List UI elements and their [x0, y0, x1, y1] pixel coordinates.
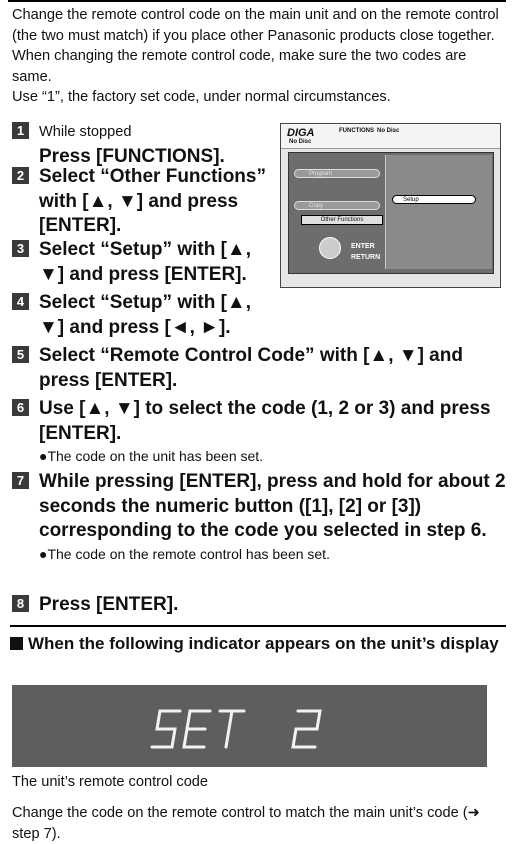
step-number: 3: [12, 240, 29, 257]
tv-menu-screenshot: [280, 123, 501, 288]
step-number: 6: [12, 399, 29, 416]
step-number: 5: [12, 346, 29, 363]
step-note: ●The code on the remote control has been set.: [39, 545, 330, 562]
step-3: [12, 238, 274, 287]
step-7: [12, 470, 507, 564]
return-label: RETURN: [351, 254, 381, 261]
intro-paragraph-2: Use “1”, the factory set code, under normal circumstances.: [12, 89, 391, 105]
enter-return-legend: [351, 241, 380, 263]
step-instruction: While pressing [ENTER], press and hold for about 2 seconds the numeric button ([1], [2] or [3]) corresponding to the code you selected in step 6.: [39, 471, 506, 541]
step-number: 8: [12, 595, 29, 612]
step-4: [12, 291, 274, 340]
intro-text: [12, 5, 507, 108]
enter-label: ENTER: [351, 243, 375, 250]
step-condition: While stopped: [39, 124, 132, 140]
menu-panel: [288, 152, 494, 274]
submenu-item-setup: Setup: [392, 195, 476, 204]
section-rule: [10, 625, 506, 627]
step-instruction: Select “Setup” with [▲, ▼] and press [ENTER].: [39, 239, 251, 285]
step-instruction: Use [▲, ▼] to select the code (1, 2 or 3) and press [ENTER].: [39, 398, 491, 444]
square-bullet-icon: [10, 637, 23, 650]
display-caption: The unit’s remote control code: [12, 774, 209, 790]
intro-paragraph: Change the remote control code on the main unit and on the remote control (the two must match) if you place other Panasonic products close together. When changing the remote control code, make sure the two codes are same.: [12, 7, 499, 85]
unit-display: [12, 685, 487, 767]
indicator-heading: [10, 632, 500, 655]
step-instruction: Press [FUNCTIONS].: [39, 145, 225, 167]
disc-status: No Disc: [289, 139, 312, 145]
step-instruction: Select “Other Functions” with [▲, ▼] and press [ENTER].: [39, 166, 266, 236]
top-rule: [8, 0, 506, 2]
menu-item-other-functions: Other Functions: [301, 215, 383, 225]
step-2: [12, 165, 274, 239]
step-instruction: Select “Remote Control Code” with [▲, ▼] and press [ENTER].: [39, 345, 463, 391]
step-8: [12, 593, 507, 618]
segment-display-graphic: [12, 685, 487, 767]
step-number: 7: [12, 472, 29, 489]
menu-item-program: Program: [294, 169, 380, 178]
step-instruction: Select “Setup” with [▲, ▼] and press [◄, ►].: [39, 292, 251, 338]
menu-item-copy: Copy: [294, 201, 380, 210]
step-instruction: Press [ENTER].: [39, 594, 179, 615]
step-6: [12, 397, 507, 466]
footer-text: Change the code on the remote control to match the main unit’s code (➜ step 7).: [12, 805, 480, 842]
menu-header: [281, 124, 500, 149]
step-number: 4: [12, 293, 29, 310]
step-5: [12, 344, 507, 393]
submenu-panel: [385, 155, 492, 269]
diga-logo: DIGA: [287, 127, 315, 139]
menu-title: FUNCTIONS: [339, 128, 374, 134]
step-number: 2: [12, 167, 29, 184]
step-note: ●The code on the unit has been set.: [39, 448, 264, 464]
indicator-heading-text: When the following indicator appears on the unit’s display: [28, 634, 499, 653]
menu-status: No Disc: [377, 128, 400, 134]
step-1: [12, 120, 272, 169]
step-number: 1: [12, 122, 29, 139]
dpad-icon: [319, 237, 341, 259]
